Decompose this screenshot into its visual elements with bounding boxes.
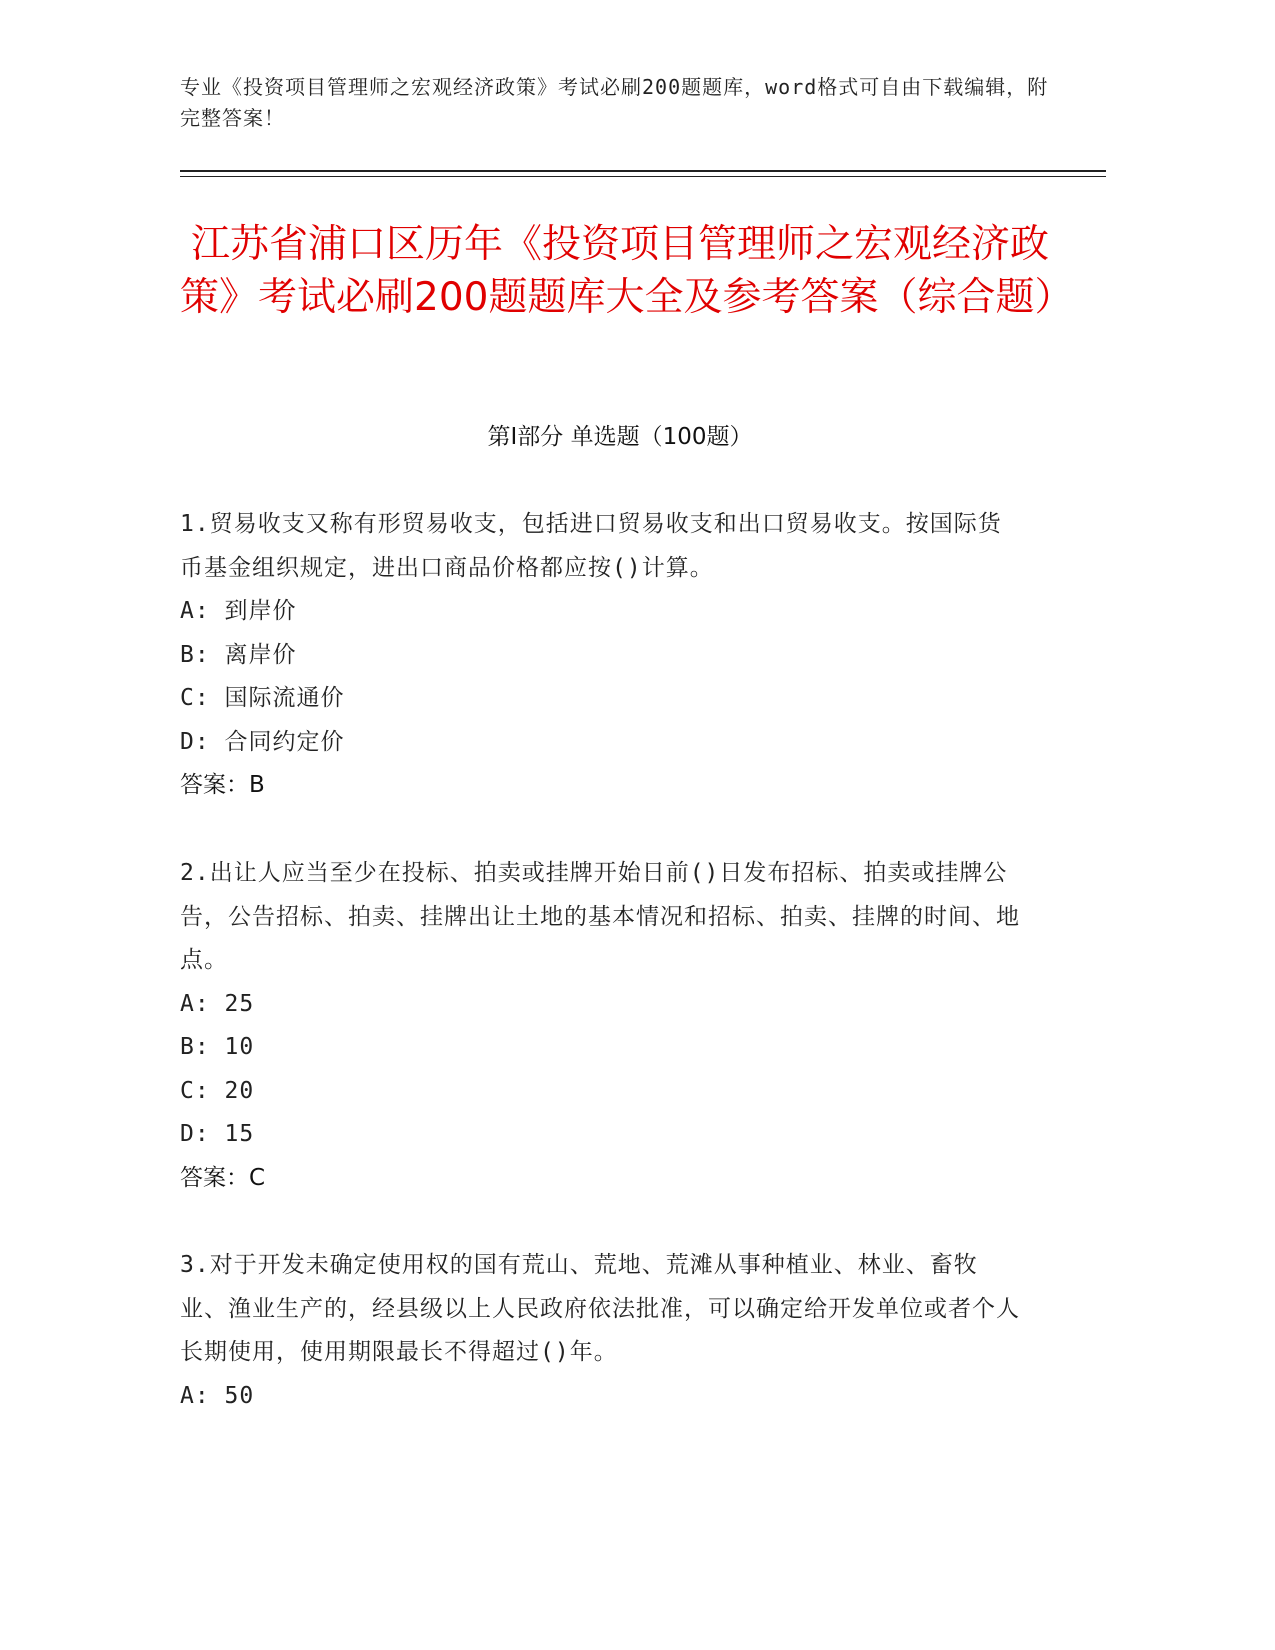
option-list	[180, 1375, 1020, 1419]
answer-label: 答案：C	[180, 1164, 266, 1191]
option-a: A: 25	[180, 990, 255, 1017]
option-list	[180, 983, 1020, 1157]
question-text: 2.出让人应当至少在投标、拍卖或挂牌开始日前()日发布招标、拍卖或挂牌公告，公告招标、拍卖、挂牌出让土地的基本情况和招标、拍卖、挂牌的时间、地点。	[180, 860, 1020, 973]
option-b: B: 离岸价	[180, 641, 297, 668]
question-1	[180, 503, 1020, 808]
option-c: C: 国际流通价	[180, 685, 345, 711]
question-text: 3.对于开发未确定使用权的国有荒山、荒地、荒滩从事种植业、林业、畜牧业、渔业生产的，经县级以上人民政府依法批准，可以确定给开发单位或者个人长期使用，使用期限最长不得超过()年。	[180, 1252, 1020, 1365]
question-text: 1.贸易收支又称有形贸易收支，包括进口贸易收支和出口贸易收支。按国际货币基金组织规定，进出口商品价格都应按()计算。	[180, 511, 1002, 581]
option-list	[180, 590, 1020, 764]
header-divider-thick	[180, 170, 1106, 172]
option-a: A: 50	[180, 1382, 255, 1409]
section-heading: 第Ⅰ部分 单选题（100题）	[487, 424, 753, 450]
header-divider-thin	[180, 176, 1106, 177]
question-3	[180, 1244, 1020, 1418]
answer-label: 答案：B	[180, 772, 265, 798]
option-a: A: 到岸价	[180, 598, 297, 624]
option-d: D: 合同约定价	[180, 728, 345, 755]
option-d: D: 15	[180, 1121, 255, 1147]
option-b: B: 10	[180, 1034, 255, 1060]
header-note: 专业《投资项目管理师之宏观经济政策》考试必刷200题题库，word格式可自由下载编辑，附完整答案！	[180, 75, 1049, 130]
document-title: 江苏省浦口区历年《投资项目管理师之宏观经济政策》考试必刷200题题库大全及参考答案（综合题）	[180, 222, 1074, 320]
option-c: C: 20	[180, 1077, 255, 1104]
question-2	[180, 852, 1020, 1200]
